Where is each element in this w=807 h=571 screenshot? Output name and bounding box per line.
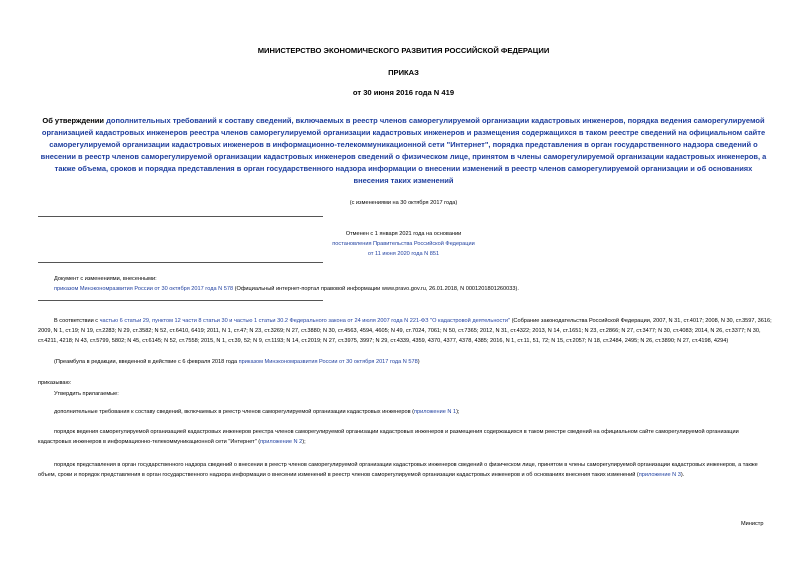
changes-line	[54, 284, 774, 294]
approve-line: Утвердить прилагаемые:	[54, 391, 119, 397]
document-date-number: от 30 июня 2016 года N 419	[352, 88, 455, 97]
revision-note: (с изменениями на 30 октября 2017 года)	[349, 200, 458, 206]
preamble-start: В соответствии с	[54, 318, 100, 324]
appendix-1-link[interactable]: приложение N 1	[413, 409, 457, 415]
appendix-3-link[interactable]: приложение N 3	[638, 472, 681, 478]
cancellation-link-date[interactable]: от 11 июня 2020 года N 851	[367, 251, 440, 257]
ministry-heading: МИНИСТЕРСТВО ЭКОНОМИЧЕСКОГО РАЗВИТИЯ РОССИЙСКОЙ ФЕДЕРАЦИИ	[257, 46, 550, 55]
order-word: приказываю:	[38, 380, 72, 386]
cancellation-notice	[0, 229, 807, 259]
signature-label: Министр	[741, 521, 764, 527]
item-2-text: порядок ведения саморегулируемой организацией кадастровых инженеров реестра членов саморегулируемой организации кадастровых инженеров и размещения содержащихся в таком реестре сведений на официальном сайте саморегулируемой организации кадастровых инженеров в информационно-телекоммуникационной сети "Интернет" (	[38, 429, 739, 445]
changes-tail: (Официальный интернет-портал правовой информации www.pravo.gov.ru, 26.01.2018, N 0001201801260033).	[233, 286, 519, 292]
divider-middle	[38, 262, 323, 263]
preamble-revision-note	[54, 357, 774, 367]
changes-label: Документ с изменениями, внесенными:	[54, 276, 157, 282]
preamble-sources: (Собрание законодательства Российской Федерации, 2007, N 31, ст.4017; 2008, N 30, ст.3597, 3616; 2009, N 1, ст.19; N 19, ст.2283; N 29, ст.3582; N 52, ст.6410, 6419; 2011, N 1, ст.47; N 23, ст.3269; N 27, ст.3880; N 30, ст.4563, 4594, 4605; N 49, ст.7024, 7061; N 50, ст.7365; 2012, N 31, ст.4322; 2013, N 14, ст.1651; N 23, ст.2866; N 27, ст.3477; N 30, ст.4083; 2014, N 26, ст.3377; N 30, ст.4211, 4218; N 43, ст.5799, 5802; N 45, ст.6145; N 52, ст.7558; 2015, N 1, ст.39, 52; N 9, ст.1193; N 14, ст.2019; N 27, ст.3975, 3997; N 29, ст.4339, 4359, 4370, 4377, 4378, 4385; 2016, N 1, ст.11, 51, 72; N 15, ст.2057; N 18, ст.2484, 2495; N 26, ст.3890; N 27, ст.4198, 4294)	[38, 318, 772, 344]
title-link[interactable]: дополнительных требований к составу сведений, включаемых в реестр членов саморегулируемой организации кадастровых инженеров, порядка ведения саморегулируемой организацией кадастровых инженеров реестра членов саморегулируемой организации кадастровых инженеров и размещения содержащихся в таком реестре сведений на официальном сайте саморегулируемой организации кадастровых инженеров в информационно-телекоммуникационной сети "Интернет", порядка представления в орган государственного надзора сведений о внесении в реестр членов саморегулируемой организации кадастровых инженеров сведений о физическом лице, принятом в члены саморегулируемой организации кадастровых инженеров, а также объема, сроков и порядка представления в орган государственного надзора информации о внесении изменений в реестр членов саморегулируемой организации и об основаниях внесения таких изменений	[40, 116, 767, 185]
item-appendix-2	[38, 427, 773, 447]
document-title	[40, 115, 767, 187]
preamble-revision-start: (Преамбула в редакции, введенной в действие с 6 февраля 2018 года	[54, 359, 239, 365]
item-appendix-1	[54, 407, 774, 417]
document-type: ПРИКАЗ	[388, 68, 419, 77]
preamble-paragraph	[38, 316, 773, 346]
item-3-end: ).	[680, 472, 685, 478]
preamble-revision-link[interactable]: приказом Минэкономразвития России от 30 октября 2017 года N 578	[238, 359, 418, 365]
cancellation-text: Отменен с 1 января 2021 года на основании	[345, 231, 462, 237]
cancellation-link-decree[interactable]: постановления Правительства Российской Федерации	[332, 241, 475, 247]
item-1-text: дополнительные требования к составу сведений, включаемых в реестр членов саморегулируемой организации кадастровых инженеров (	[54, 409, 414, 415]
appendix-2-link[interactable]: приложение N 2	[260, 439, 303, 445]
divider-bottom	[38, 300, 323, 301]
divider-top	[38, 216, 323, 217]
item-1-end: );	[456, 409, 460, 415]
item-3-text: порядок представления в орган государственного надзора сведений о внесении в реестр членов саморегулируемой организации кадастровых инженеров сведений о физическом лице, принятом в члены саморегулируемой организации кадастровых инженеров, а также объем, сроки и порядок представления в орган государственного надзора информации о внесении изменений в реестр членов саморегулируемой организации кадастровых инженеров и об основаниях внесения таких изменений (	[38, 462, 758, 478]
title-prefix: Об утверждении	[42, 116, 107, 125]
preamble-law-link[interactable]: частью 6 статьи 29, пунктом 12 части 8 статьи 30 и частью 1 статьи 30.2 Федерального закона от 24 июля 2007 года N 221-ФЗ "О кадастровой деятельности"	[99, 318, 511, 324]
changes-block	[54, 274, 774, 294]
item-2-end: );	[302, 439, 306, 445]
preamble-revision-end: )	[417, 359, 420, 365]
changes-link[interactable]: приказом Минэкономразвития России от 30 октября 2017 года N 578	[54, 286, 234, 292]
item-appendix-3	[38, 460, 773, 480]
